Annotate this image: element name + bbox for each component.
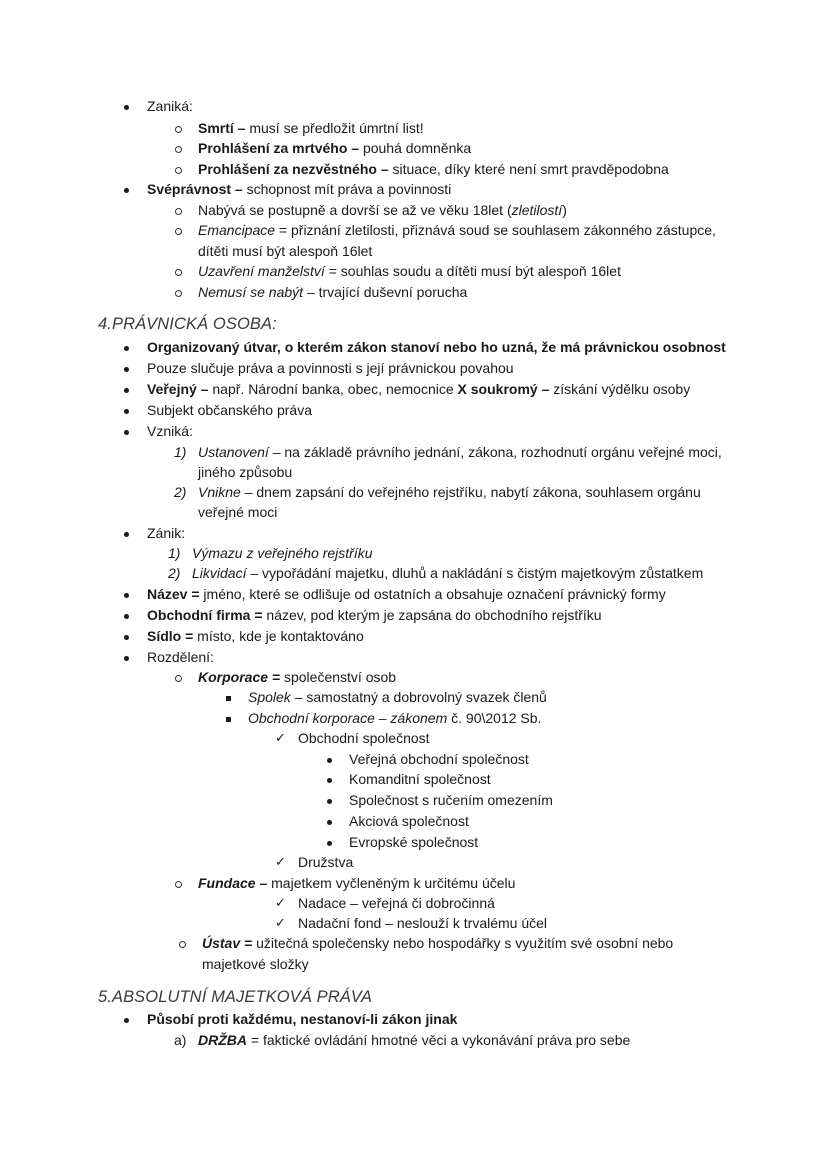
zanik-item-1 <box>192 543 373 563</box>
firma-item <box>147 605 602 625</box>
spolecnost-item: Společnost s ručením omezením <box>349 792 553 808</box>
vznika-item-2 <box>198 482 701 502</box>
definition: užitečná společensky nebo hospodářky s využitím své osobní nebo <box>252 935 674 951</box>
circle-bullet-icon <box>179 933 186 953</box>
legal-entity-definition: Organizovaný útvar, o kterém zákon stanoví nebo ho uzná, že má právnickou osobnost <box>147 339 726 355</box>
bullet-icon <box>124 337 129 357</box>
definition: – trvající duševní porucha <box>303 284 468 300</box>
definition: = faktické ovládání hmotné věci a vykonávání práva pro sebe <box>247 1032 631 1048</box>
checkmark-icon: ✓ <box>275 730 286 745</box>
circle-bullet-icon <box>175 282 182 302</box>
bullet-icon <box>124 96 129 116</box>
square-bullet-icon <box>226 687 231 707</box>
ustav-item <box>202 933 673 953</box>
drzba-item <box>198 1030 630 1050</box>
zanika-label: Zaniká: <box>147 98 193 114</box>
korporace-item <box>198 667 396 687</box>
italic-term: Vnikne <box>198 484 241 500</box>
term: Prohlášení za mrtvého – <box>198 140 360 156</box>
term: Veřejný – <box>147 381 209 397</box>
zanika-item-1 <box>198 118 424 138</box>
bullet-icon <box>124 358 129 378</box>
italic-term: Likvidací <box>192 565 247 581</box>
bullet-icon <box>327 749 332 769</box>
bullet-icon <box>124 400 129 420</box>
italic-term: Nemusí se nabýt <box>198 284 304 300</box>
definition: získání výdělku osoby <box>549 381 691 397</box>
rozdeleni-label: Rozdělení: <box>147 649 214 665</box>
definition: č. 90\2012 Sb. <box>447 710 542 726</box>
absolutni-prava-main: Působí proti každému, nestanoví-li zákon jinak <box>147 1011 458 1027</box>
druzstva-item: Družstva <box>298 854 354 870</box>
svepravnost-item-4 <box>198 282 467 302</box>
list-number: 1) <box>174 444 187 460</box>
ustav-item-cont: majetkové složky <box>202 956 309 972</box>
definition: – vypořádání majetku, dluhů a nakládání s čistým majetkovým zůstatkem <box>246 565 704 581</box>
spolecnost-item: Komanditní společnost <box>349 771 491 787</box>
vznika-label: Vzniká: <box>147 423 193 439</box>
bullet-icon <box>124 523 129 543</box>
definition: situace, díky které není smrt pravděpodobna <box>388 161 669 177</box>
text: Nabývá se postupně a dovrší se až ve věku 18let ( <box>198 202 512 218</box>
spolek-item <box>248 687 547 707</box>
list-number: 1) <box>168 545 181 561</box>
checkmark-icon: ✓ <box>275 895 286 910</box>
sidlo-item <box>147 626 364 646</box>
bullet-icon <box>124 179 129 199</box>
bullet-icon <box>327 769 332 789</box>
term: Ústav = <box>202 935 253 951</box>
bullet-icon <box>124 379 129 399</box>
bullet-icon <box>124 647 129 667</box>
circle-bullet-icon <box>175 118 182 138</box>
checkmark-icon: ✓ <box>275 915 286 930</box>
definition: – dnem zapsání do veřejného rejstříku, nabytí zákona, souhlasem orgánu <box>240 484 701 500</box>
checkmark-icon: ✓ <box>275 854 286 869</box>
circle-bullet-icon <box>175 138 182 158</box>
definition: = souhlas soudu a dítěti musí být alespoň 16let <box>324 263 621 279</box>
bullet-icon <box>124 421 129 441</box>
term: Smrtí – <box>198 120 246 136</box>
italic-term: Emancipace <box>198 222 276 238</box>
definition: pouhá domněnka <box>359 140 472 156</box>
italic-term: Uzavření manželství <box>198 263 325 279</box>
bullet-icon <box>124 605 129 625</box>
italic-term: Ustanovení <box>198 444 269 460</box>
svepravnost-item-3 <box>198 261 621 281</box>
zanik-item-2 <box>192 563 703 583</box>
text: ) <box>562 202 567 218</box>
zanik-label: Zánik: <box>147 525 186 541</box>
spolecnost-item: Veřejná obchodní společnost <box>349 751 529 767</box>
definition: – samostatný a dobrovolný svazek členů <box>290 689 547 705</box>
svepravnost-item-1 <box>198 200 567 220</box>
zanika-item-2 <box>198 138 471 158</box>
vznika-item-1 <box>198 442 722 462</box>
italic-term: Výmazu z veřejného rejstříku <box>192 545 373 561</box>
definition: – na základě právního jednání, zákona, rozhodnutí orgánu veřejné moci, <box>268 444 722 460</box>
italic-term: Spolek <box>248 689 291 705</box>
italic-term: zletilostí <box>511 202 563 218</box>
vznika-item-2-cont: veřejné moci <box>198 504 278 520</box>
list-letter: a) <box>174 1032 187 1048</box>
obchodni-korporace-item <box>248 708 541 728</box>
definition: místo, kde je kontaktováno <box>193 628 364 644</box>
term: Prohlášení za nezvěstného – <box>198 161 389 177</box>
definition: musí se předložit úmrtní list! <box>245 120 424 136</box>
term: Svéprávnost – <box>147 181 243 197</box>
term: Název = <box>147 586 200 602</box>
term: X soukromý – <box>457 381 550 397</box>
svepravnost-item-2 <box>198 220 716 240</box>
square-bullet-icon <box>226 708 231 728</box>
verejny-item <box>147 379 690 399</box>
term: Obchodní firma = <box>147 607 263 623</box>
definition: schopnost mít práva a povinnosti <box>242 181 452 197</box>
bullet-icon <box>327 811 332 831</box>
obchodni-spolecnost-item: Obchodní společnost <box>298 730 430 746</box>
vznika-item-1-cont: jiného způsobu <box>198 464 293 480</box>
bullet-icon <box>327 832 332 852</box>
definition: např. Národní banka, obec, nemocnice <box>208 381 458 397</box>
definition: název, pod kterým je zapsána do obchodního rejstříku <box>262 607 602 623</box>
nadacni-fond-item: Nadační fond – neslouží k trvalému účel <box>298 915 548 931</box>
list-number: 2) <box>168 565 181 581</box>
definition: majetkem vyčleněným k určitému účelu <box>267 875 516 891</box>
fundace-item <box>198 873 515 893</box>
italic-term: Obchodní korporace – zákonem <box>248 710 448 726</box>
bullet-icon <box>124 584 129 604</box>
bullet-icon <box>124 626 129 646</box>
definition: společenství osob <box>280 669 397 685</box>
circle-bullet-icon <box>175 220 182 240</box>
term: Fundace – <box>198 875 268 891</box>
nazev-item <box>147 584 666 604</box>
subjekt-item: Subjekt občanského práva <box>147 402 312 418</box>
svepravnost-item-2-cont: dítěti musí být alespoň 16let <box>198 243 373 259</box>
definition: jméno, které se odlišuje od ostatních a obsahuje označení právnický formy <box>199 586 666 602</box>
term: Korporace = <box>198 669 281 685</box>
circle-bullet-icon <box>175 261 182 281</box>
circle-bullet-icon <box>175 873 182 893</box>
bullet-icon <box>124 1009 129 1029</box>
term: Sídlo = <box>147 628 194 644</box>
circle-bullet-icon <box>175 667 182 687</box>
circle-bullet-icon <box>175 200 182 220</box>
spolecnost-item: Evropské společnost <box>349 834 479 850</box>
svepravnost-item <box>147 179 451 199</box>
term: DRŽBA <box>198 1032 247 1048</box>
circle-bullet-icon <box>175 159 182 179</box>
nadace-item: Nadace – veřejná či dobročinná <box>298 895 495 911</box>
spolecnost-item: Akciová společnost <box>349 813 469 829</box>
bullet-icon <box>327 790 332 810</box>
pouze-item: Pouze slučuje práva a povinnosti s její právnickou povahou <box>147 360 514 376</box>
section-4-heading: 4.PRÁVNICKÁ OSOBA: <box>98 315 277 333</box>
definition: = přiznání zletilosti, přiznává soud se souhlasem zákonného zástupce, <box>275 222 716 238</box>
section-5-heading: 5.ABSOLUTNÍ MAJETKOVÁ PRÁVA <box>98 988 373 1006</box>
zanika-item-3 <box>198 159 669 179</box>
list-number: 2) <box>174 484 187 500</box>
